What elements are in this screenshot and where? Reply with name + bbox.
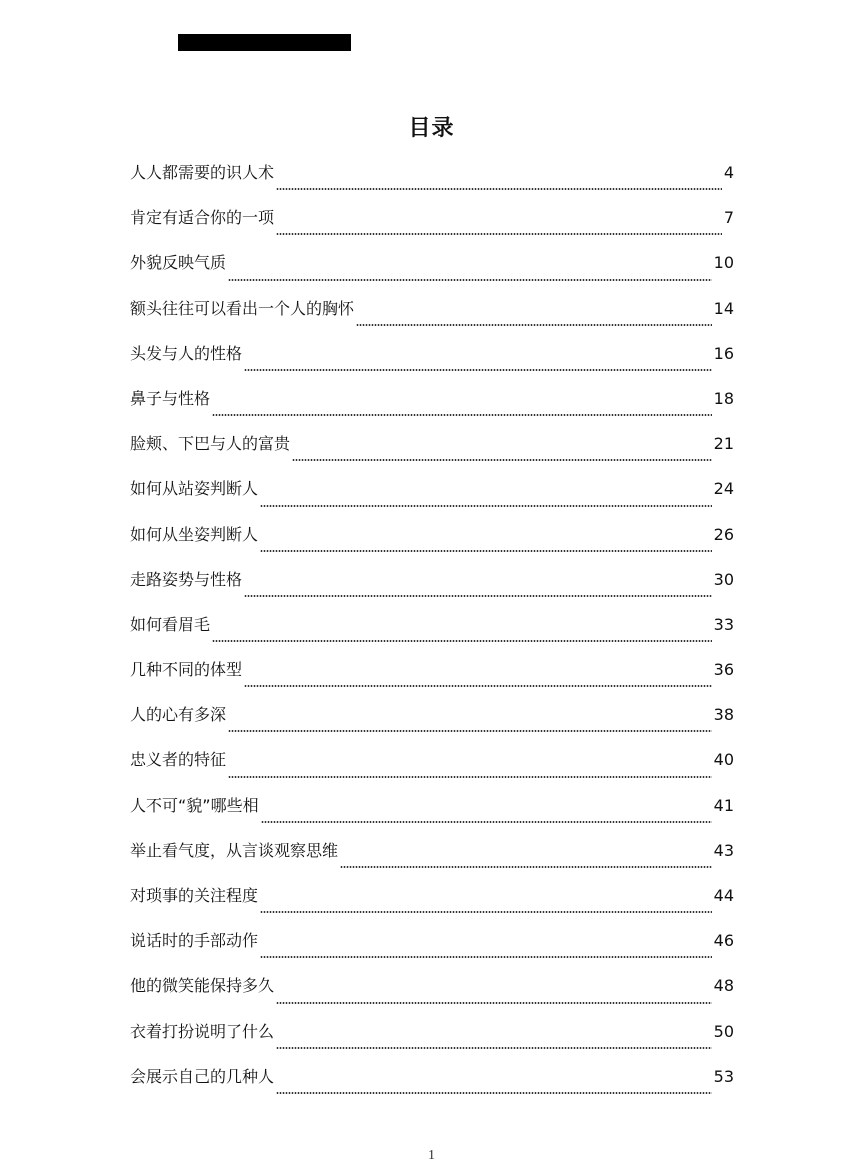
toc-entry-title: 走路姿势与性格 (130, 569, 243, 589)
dot-leader (292, 459, 712, 461)
toc-entry[interactable] (130, 926, 734, 971)
toc-entry-page: 16 (713, 343, 734, 363)
dot-leader (228, 279, 712, 281)
toc-entry-page: 18 (713, 388, 734, 408)
toc-entry-page: 7 (723, 208, 734, 228)
toc-entry-title: 会展示自己的几种人 (130, 1066, 275, 1086)
toc-entry[interactable] (130, 339, 734, 384)
toc-entry-title: 说话时的手部动作 (130, 931, 259, 951)
dot-leader (276, 233, 722, 235)
dot-leader (244, 369, 712, 371)
dot-leader (276, 1002, 712, 1004)
toc-entry-title: 如何看眉毛 (130, 614, 211, 634)
redaction-bar (178, 34, 351, 51)
toc-entry-page: 33 (713, 614, 734, 634)
toc-entry-title: 人人都需要的识人术 (130, 163, 275, 182)
toc-entry-page: 14 (713, 298, 734, 318)
toc-entry-page: 53 (713, 1066, 734, 1086)
toc-entry[interactable] (130, 1062, 734, 1107)
toc-entry[interactable] (130, 429, 734, 474)
toc-entry-title: 几种不同的体型 (130, 660, 243, 680)
dot-leader (276, 1047, 712, 1049)
toc-entry-title: 鼻子与性格 (130, 388, 211, 408)
dot-leader (228, 776, 712, 778)
toc-entry[interactable] (130, 474, 734, 519)
toc-entry[interactable] (130, 248, 734, 293)
toc-entry[interactable] (130, 655, 734, 700)
toc-entry-page: 40 (713, 750, 734, 770)
toc-entry-page: 24 (713, 479, 734, 499)
dot-leader (244, 595, 712, 597)
toc-entry[interactable] (130, 791, 734, 836)
toc-entry[interactable] (130, 158, 734, 203)
dot-leader (260, 550, 712, 552)
toc-entry-title: 举止看气度，从言谈观察思维 (130, 840, 339, 860)
toc-entry-page: 26 (713, 524, 734, 544)
dot-leader (228, 730, 712, 732)
toc-entry[interactable] (130, 520, 734, 565)
page-number: 1 (428, 1148, 435, 1163)
toc-entry-title: 外貌反映气质 (130, 253, 227, 273)
toc-entry[interactable] (130, 971, 734, 1016)
toc-entry-page: 36 (713, 660, 734, 680)
toc-entry[interactable] (130, 610, 734, 655)
table-of-contents (130, 158, 734, 1107)
toc-entry-page: 10 (713, 253, 734, 273)
dot-leader (276, 1092, 712, 1094)
toc-entry-title: 他的微笑能保持多久 (130, 976, 275, 996)
toc-entry-title: 衣着打扮说明了什么 (130, 1021, 275, 1041)
dot-leader (212, 640, 712, 642)
toc-entry-title: 如何从站姿判断人 (130, 479, 259, 499)
toc-entry-title: 如何从坐姿判断人 (130, 524, 259, 544)
toc-entry-page: 30 (713, 569, 734, 589)
toc-entry-page: 21 (713, 434, 734, 454)
toc-entry-page: 38 (713, 705, 734, 725)
dot-leader (260, 505, 712, 507)
toc-entry[interactable] (130, 1017, 734, 1062)
dot-leader (244, 685, 712, 687)
toc-title: 目录 (408, 116, 455, 141)
toc-entry-title: 头发与人的性格 (130, 343, 243, 363)
toc-entry-page: 46 (713, 931, 734, 951)
toc-entry[interactable] (130, 836, 734, 881)
toc-entry[interactable] (130, 384, 734, 429)
toc-entry-title: 对琐事的关注程度 (130, 886, 259, 905)
toc-entry[interactable] (130, 565, 734, 610)
dot-leader (356, 324, 712, 326)
dot-leader (260, 956, 712, 958)
toc-entry[interactable] (130, 881, 734, 926)
toc-entry[interactable] (130, 745, 734, 790)
dot-leader (260, 911, 712, 913)
toc-entry-title: 肯定有适合你的一项 (130, 208, 275, 228)
toc-entry[interactable] (130, 294, 734, 339)
toc-entry-title: 额头往往可以看出一个人的胸怀 (130, 298, 355, 318)
toc-entry-page: 43 (713, 840, 734, 860)
dot-leader (340, 866, 712, 868)
toc-entry-title: 人不可“貌”哪些相 (130, 795, 259, 815)
toc-entry-title: 脸颊、下巴与人的富贵 (130, 434, 291, 454)
toc-entry-title: 忠义者的特征 (130, 750, 227, 770)
dot-leader (212, 414, 712, 416)
dot-leader (276, 188, 722, 190)
toc-entry-page: 41 (713, 795, 734, 815)
toc-entry-page: 44 (713, 886, 734, 905)
toc-entry[interactable] (130, 203, 734, 248)
toc-entry-title: 人的心有多深 (130, 705, 227, 725)
dot-leader (261, 821, 712, 823)
toc-entry[interactable] (130, 700, 734, 745)
toc-entry-page: 48 (713, 976, 734, 996)
toc-entry-page: 50 (713, 1021, 734, 1041)
toc-entry-page: 4 (723, 163, 734, 182)
